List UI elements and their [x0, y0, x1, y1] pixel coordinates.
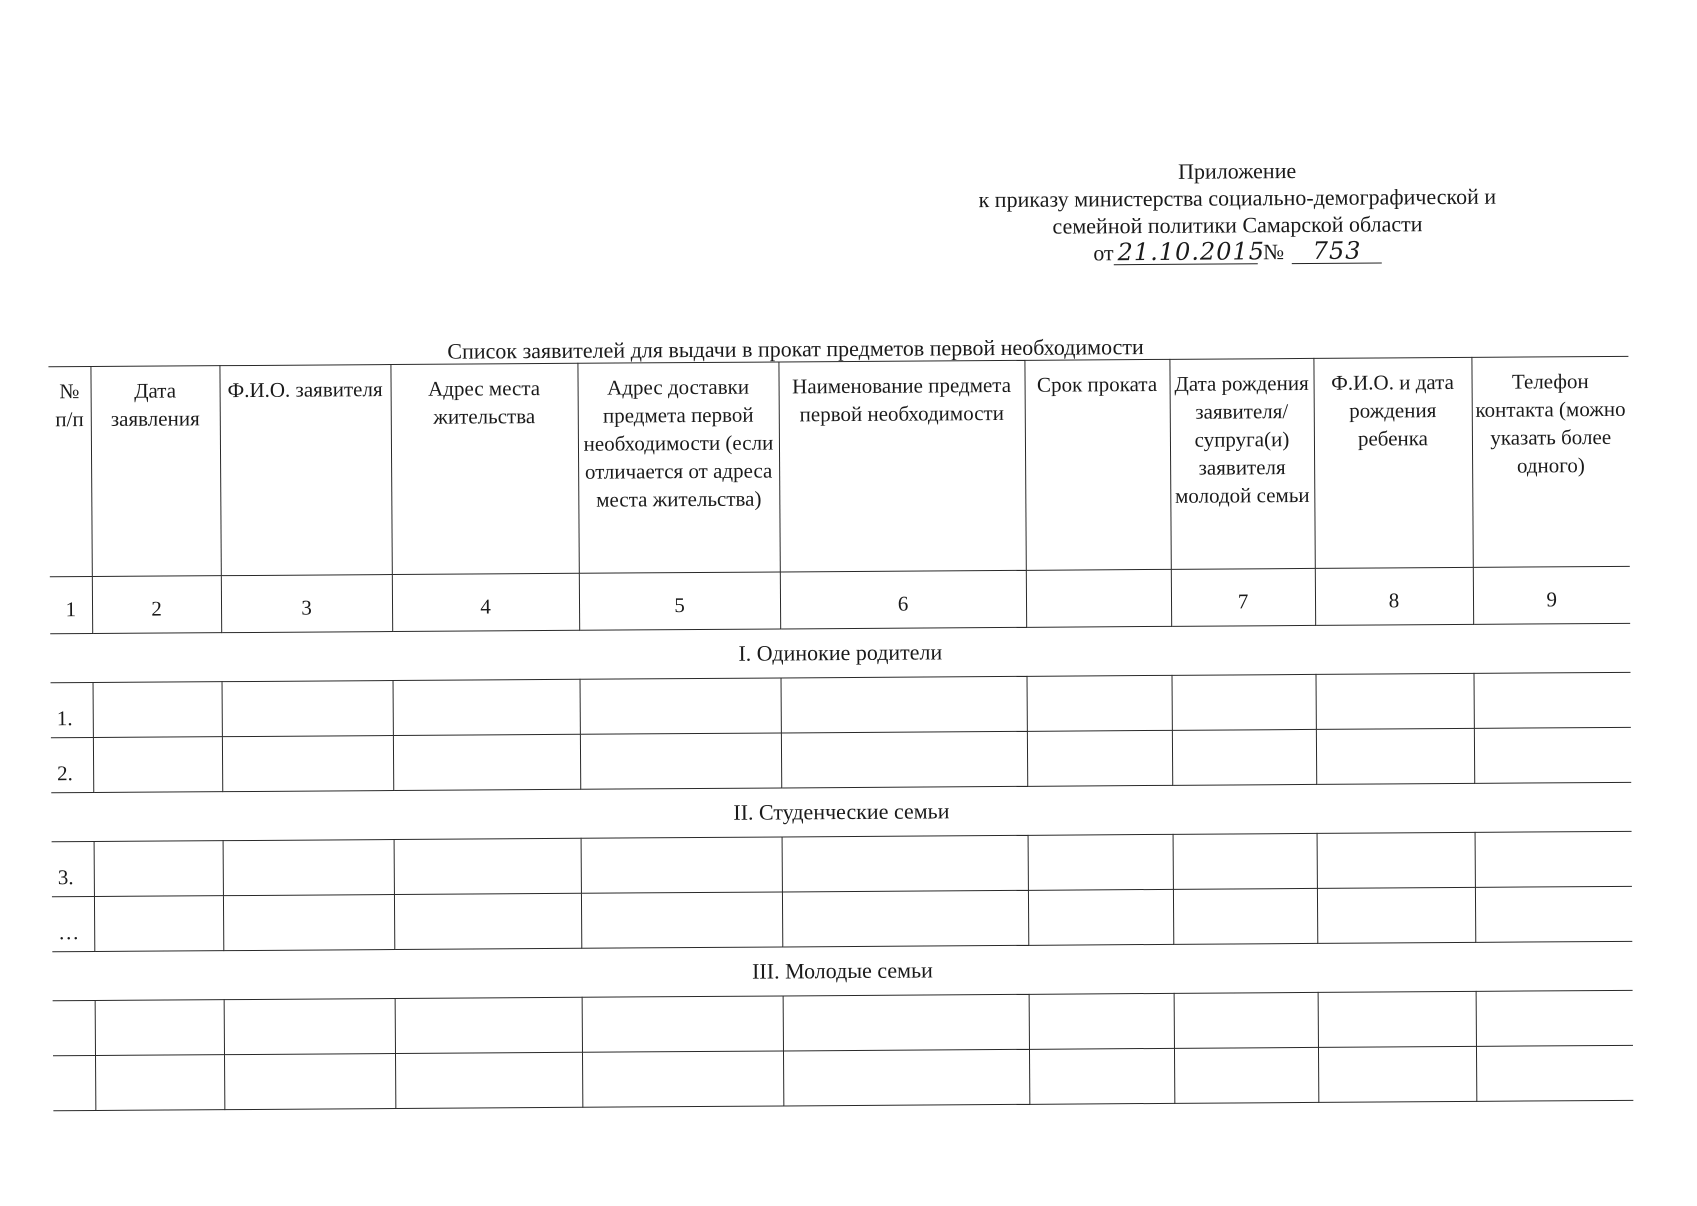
appendix-block	[897, 155, 1578, 268]
table-cell	[781, 676, 1027, 733]
column-number: 7	[1171, 568, 1315, 626]
table-cell	[1029, 993, 1174, 1049]
row-index: 3.	[52, 842, 94, 897]
table-cell	[1029, 1048, 1174, 1104]
header-cell: Ф.И.О. заявителя	[219, 365, 391, 576]
table-cell	[222, 681, 393, 737]
table-cell	[395, 1052, 582, 1108]
table-cell	[783, 994, 1029, 1051]
table-row	[53, 1045, 1633, 1110]
table-cell	[1028, 834, 1173, 890]
applicants-table	[48, 356, 1633, 1111]
table-cell	[580, 733, 781, 789]
table-cell	[1476, 990, 1633, 1046]
column-number	[1026, 569, 1171, 627]
row-index: 2.	[51, 738, 93, 793]
column-number: 5	[579, 572, 780, 630]
table-cell	[581, 837, 782, 893]
table-cell	[1172, 674, 1316, 730]
table-cell	[94, 896, 223, 952]
table-cell	[394, 893, 581, 949]
row-index: …	[52, 897, 94, 952]
order-number-label: №	[1263, 239, 1285, 265]
table-cell	[1318, 1046, 1476, 1102]
header-cell: Адрес доставки предмета первой необходимости (если отличается от адреса места жительства)	[577, 362, 779, 573]
header-cell: № п/п	[48, 367, 91, 577]
table-cell	[1475, 831, 1632, 887]
appendix-heading: Приложение	[1178, 158, 1297, 184]
header-cell: Наименование предмета первой необходимости	[778, 360, 1025, 572]
column-number-row	[50, 566, 1630, 633]
table-cell	[393, 679, 580, 735]
header-cell: Ф.И.О. и дата рождения ребенка	[1313, 357, 1472, 568]
row-index: 1.	[51, 683, 93, 738]
table-cell	[1475, 886, 1632, 942]
table-cell	[1316, 673, 1474, 729]
table-cell	[1474, 727, 1631, 783]
table-cell	[1316, 728, 1474, 784]
column-number: 2	[92, 576, 221, 634]
table-cell	[1476, 1045, 1633, 1101]
table-cell	[1174, 1047, 1318, 1103]
table-cell	[782, 890, 1028, 947]
table-cell	[223, 840, 394, 896]
column-number: 1	[50, 577, 92, 634]
table-cell	[581, 892, 782, 948]
table-cell	[1318, 991, 1476, 1047]
table-cell	[1027, 675, 1172, 731]
table-cell	[1027, 730, 1172, 786]
table-cell	[582, 996, 783, 1052]
appendix-order-ref: к приказу министерства социально-демографической и	[978, 183, 1497, 213]
table-cell	[394, 838, 581, 894]
column-number: 3	[221, 575, 392, 633]
header-cell: Адрес места жительства	[390, 363, 578, 574]
table-cell	[224, 999, 395, 1055]
table-cell	[1317, 832, 1475, 888]
table-cell	[1028, 889, 1173, 945]
row-index	[53, 1056, 95, 1111]
header-cell: Дата рождения заявителя/ супруга(и) заявителя молодой семьи	[1169, 358, 1314, 569]
table-cell	[783, 1049, 1029, 1106]
table-cell	[393, 734, 580, 790]
table-cell	[582, 1051, 783, 1107]
order-date-handwritten: 21.10.2015	[1114, 239, 1258, 265]
column-number: 8	[1315, 567, 1473, 625]
table-cell	[222, 736, 393, 792]
table-cell	[224, 1054, 395, 1110]
table-cell	[782, 835, 1028, 892]
table-cell	[1317, 887, 1475, 943]
row-index	[53, 1001, 95, 1056]
list-title: Список заявителей для выдачи в прокат предметов первой необходимости	[447, 334, 1144, 364]
column-number: 9	[1473, 566, 1630, 624]
header-cell: Срок проката	[1024, 359, 1170, 570]
section-title: III. Молодые семьи	[52, 941, 1632, 1000]
table-cell	[395, 997, 582, 1053]
header-row	[48, 356, 1629, 576]
section-title: II. Студенческие семьи	[51, 782, 1631, 841]
header-cell: Телефон контакта (можно указать более одного)	[1471, 356, 1629, 567]
section-title: I. Одинокие родители	[50, 623, 1630, 682]
table-cell	[1173, 888, 1317, 944]
table-cell	[223, 895, 394, 951]
table-cell	[95, 1055, 224, 1111]
table-cell	[93, 737, 222, 793]
appendix-ministry: семейной политики Самарской области	[1052, 211, 1423, 239]
order-line	[898, 236, 1578, 268]
order-from-label: от	[1093, 240, 1114, 266]
table-cell	[781, 731, 1027, 788]
header-cell: Дата заявления	[90, 366, 220, 577]
table-cell	[93, 682, 222, 738]
table-cell	[1172, 729, 1316, 785]
table-cell	[580, 678, 781, 734]
order-number-handwritten: 753	[1292, 238, 1382, 264]
table-cell	[1174, 992, 1318, 1048]
column-number: 4	[392, 573, 579, 631]
column-number: 6	[780, 570, 1026, 629]
table-cell	[1474, 672, 1631, 728]
table-cell	[95, 1000, 224, 1056]
table-cell	[1173, 833, 1317, 889]
table-cell	[94, 841, 223, 897]
